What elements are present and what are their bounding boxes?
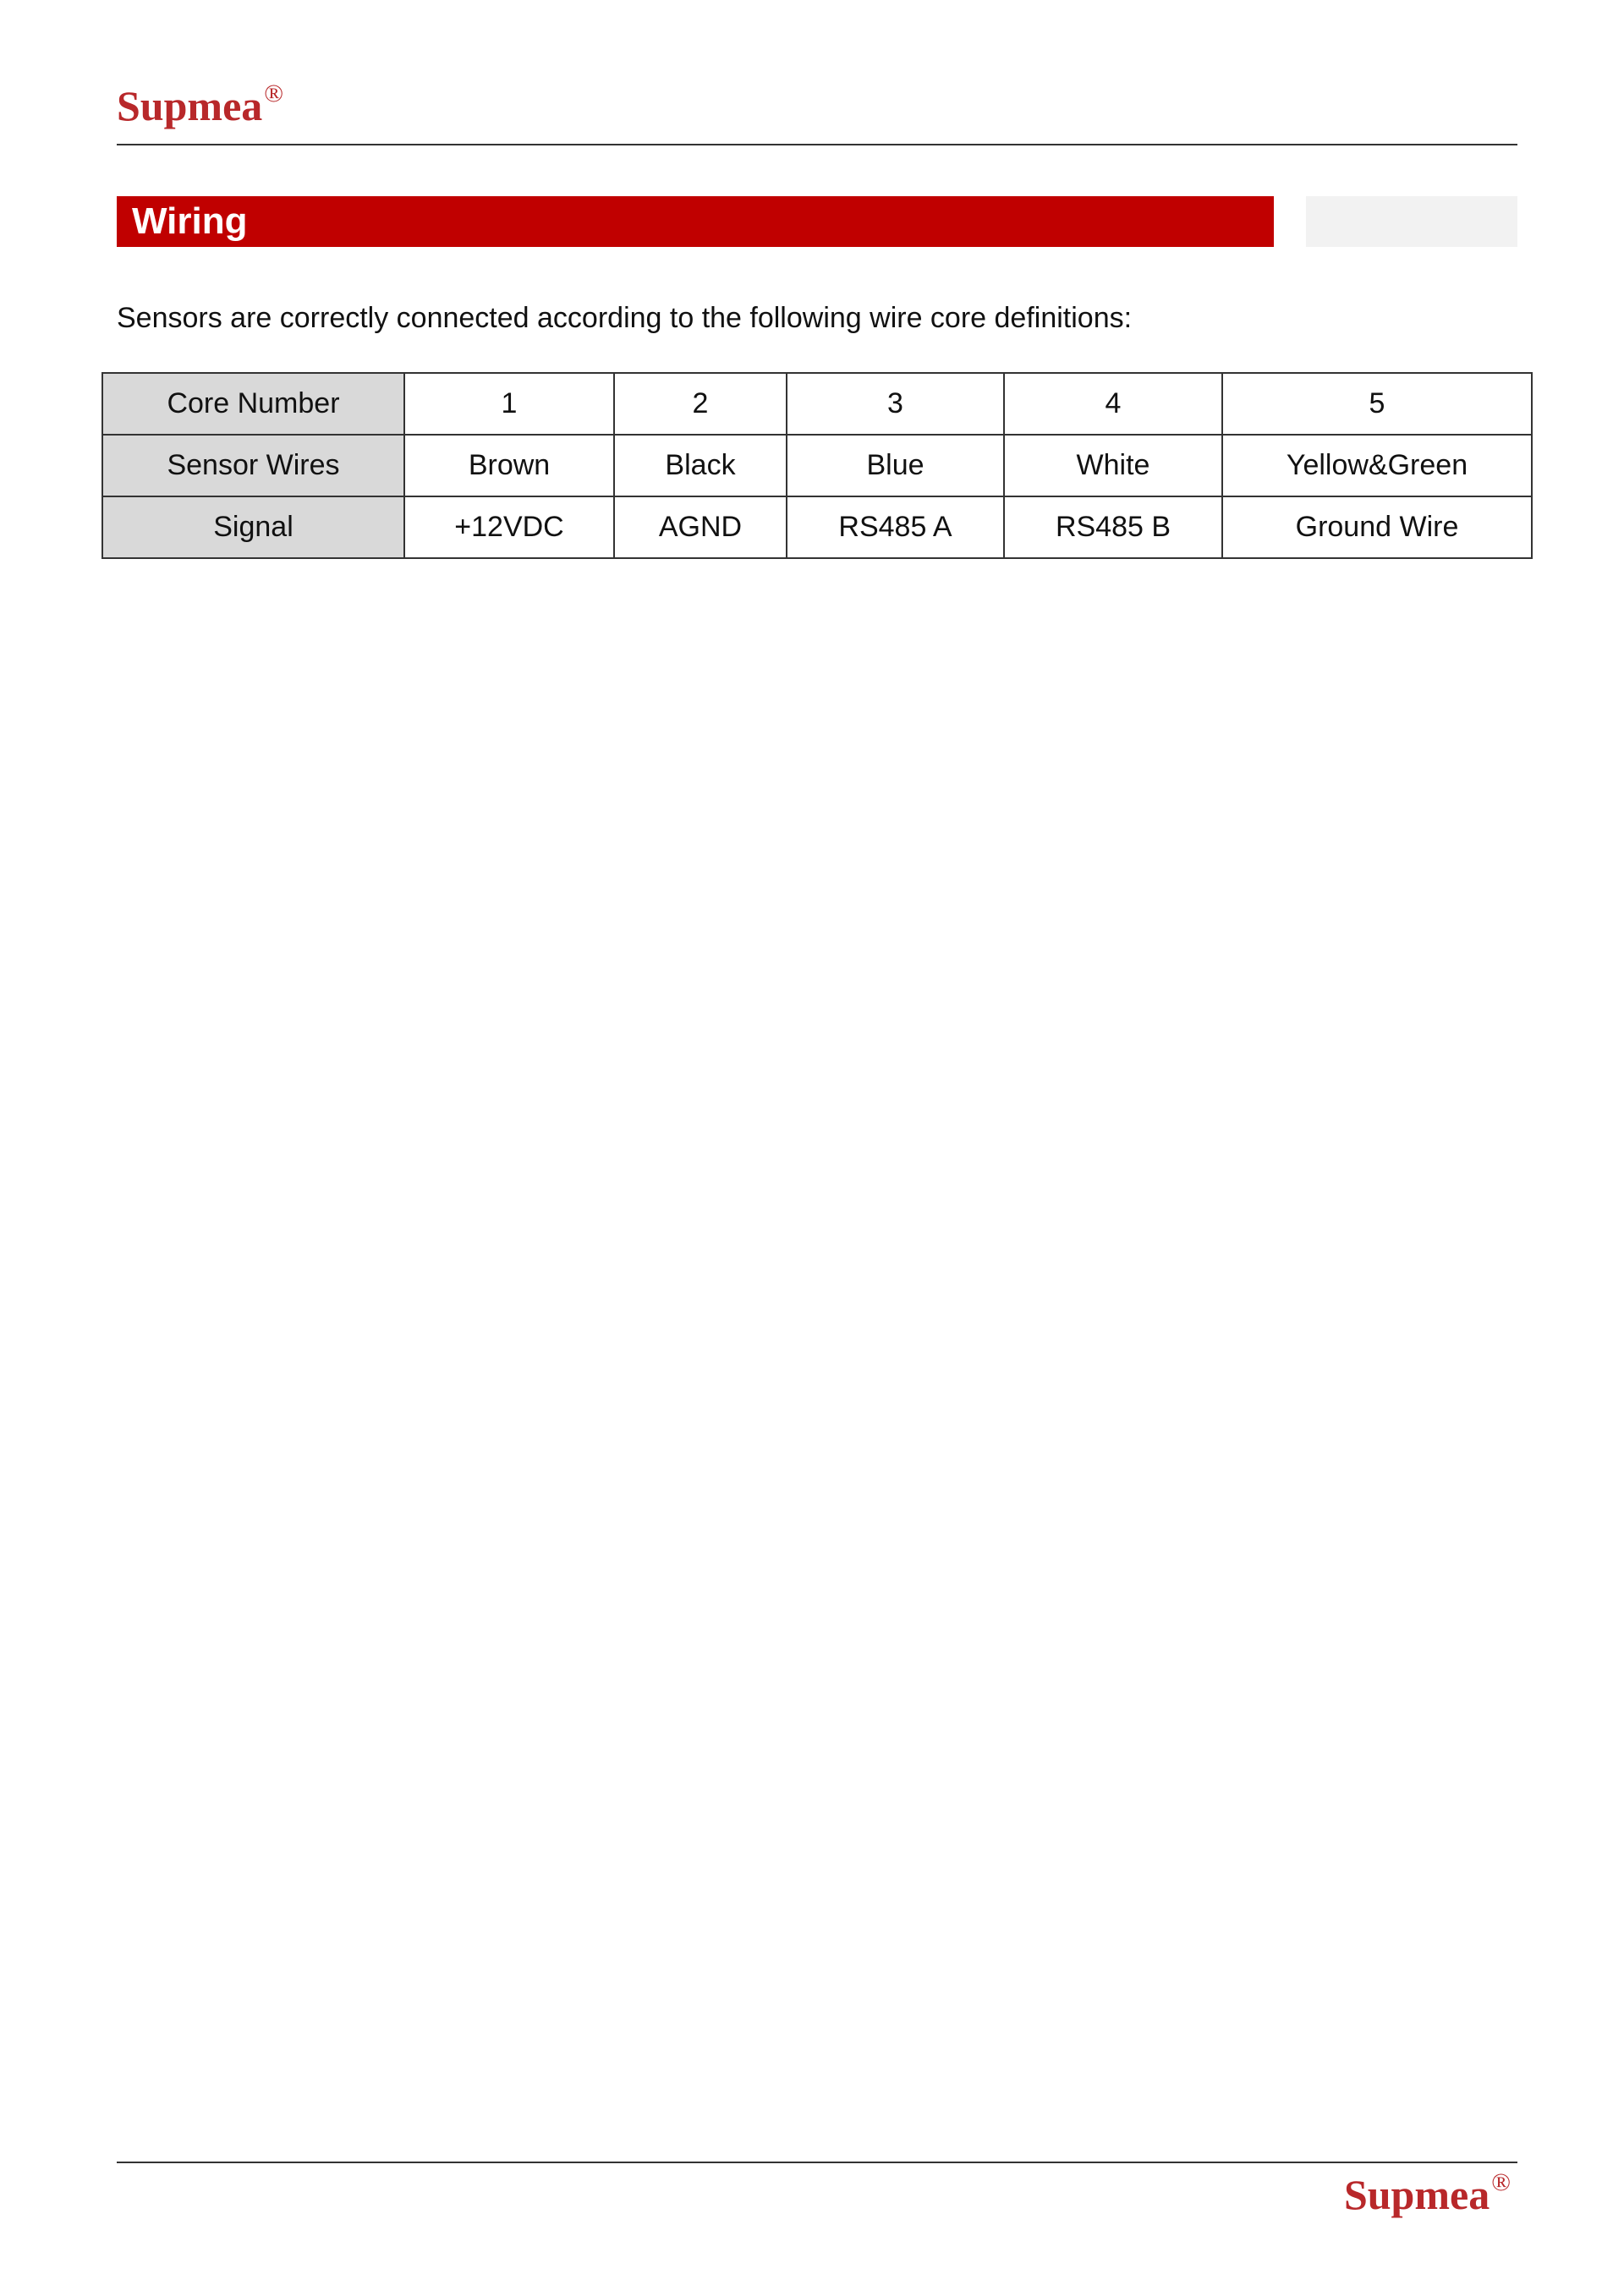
table-cell: Blue [787, 435, 1004, 496]
table-row-core-number [102, 373, 1532, 435]
table-cell: Ground Wire [1222, 496, 1532, 558]
row-header-sensor-wires: Sensor Wires [102, 435, 404, 496]
table-cell: Yellow&Green [1222, 435, 1532, 496]
header-registered-mark: ® [264, 79, 284, 107]
table-cell: Black [614, 435, 787, 496]
table-cell: RS485 A [787, 496, 1004, 558]
row-header-core-number: Core Number [102, 373, 404, 435]
footer-brand-name: Supmea [1343, 2171, 1490, 2218]
table-cell: 5 [1222, 373, 1532, 435]
table-cell: 3 [787, 373, 1004, 435]
table-row-signal [102, 496, 1532, 558]
header-divider [117, 144, 1517, 145]
section-heading-aside [1306, 196, 1517, 247]
row-header-signal: Signal [102, 496, 404, 558]
table-cell: +12VDC [404, 496, 614, 558]
footer-registered-mark: ® [1491, 2168, 1511, 2196]
footer-divider [117, 2162, 1517, 2163]
intro-paragraph: Sensors are correctly connected according to the following wire core definitions: [117, 302, 1133, 334]
section-title: Wiring [132, 200, 248, 242]
table-cell: White [1004, 435, 1222, 496]
wiring-table [102, 372, 1533, 559]
table-row-sensor-wires [102, 435, 1532, 496]
section-heading-bar [117, 196, 1274, 247]
table-cell: RS485 B [1004, 496, 1222, 558]
header-brand-name: Supmea [117, 82, 263, 129]
table-cell: 4 [1004, 373, 1222, 435]
table-cell: Brown [404, 435, 614, 496]
table-cell: AGND [614, 496, 787, 558]
table-cell: 1 [404, 373, 614, 435]
footer-logo [1343, 2168, 1511, 2218]
table-cell: 2 [614, 373, 787, 435]
header-logo [117, 79, 284, 129]
